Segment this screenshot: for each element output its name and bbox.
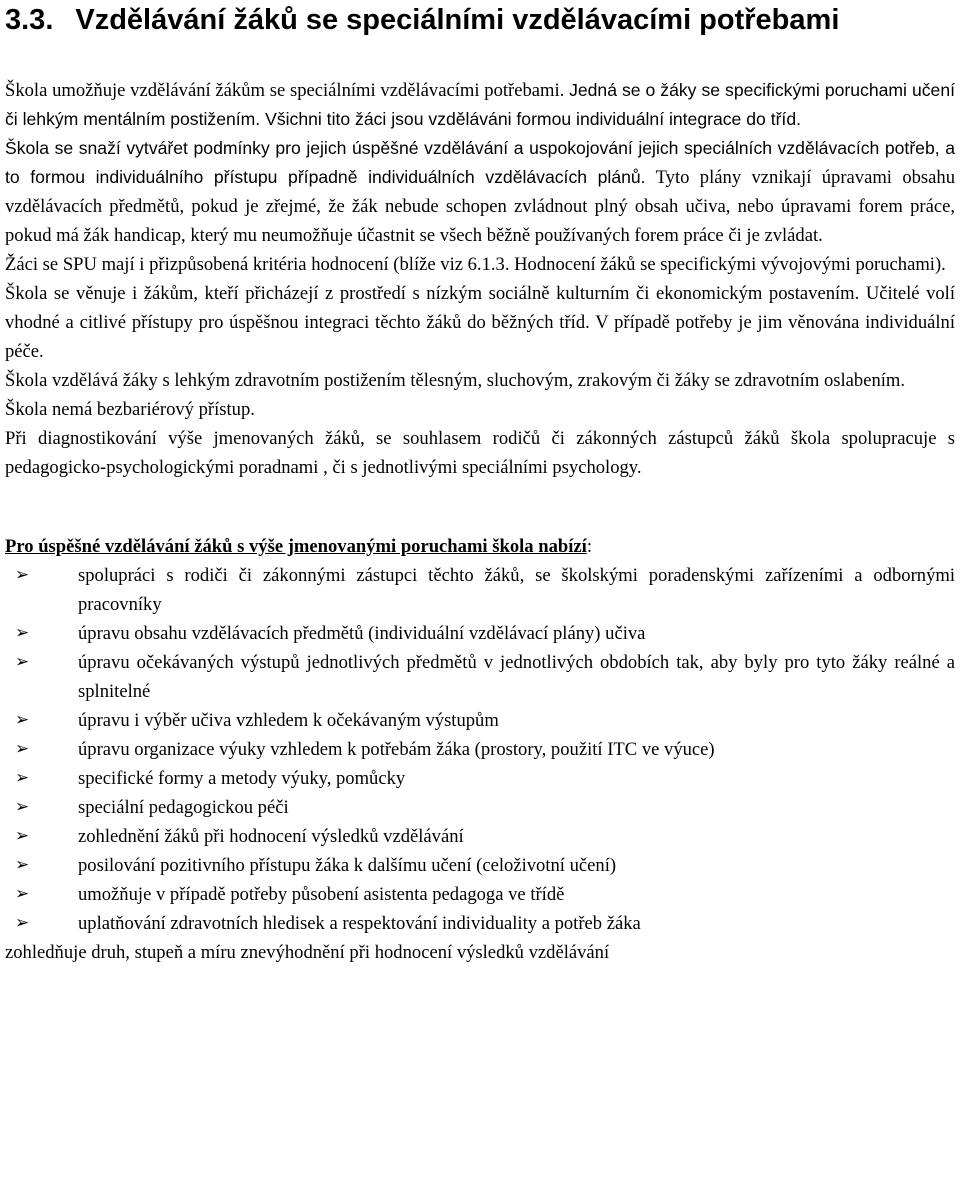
list-item bbox=[5, 648, 955, 706]
list-item-text: zohlednění žáků při hodnocení výsledků vzdělávání bbox=[78, 826, 464, 847]
list-item bbox=[5, 793, 955, 822]
paragraph-p4: Tyto plány vznikají úpravami obsahu vzdělávacích předmětů, pokud je zřejmé, že žák nebude schopen zvládnout plný obsah učiva, nebo úpravami forem práce, pokud má žák handicap, který mu neumožňuje účastnit se všech běžně používaných forem práce či je zvládat. bbox=[5, 167, 956, 246]
list-item-text: úpravu organizace výuky vzhledem k potřebám žáka (prostory, použití ITC ve výuce) bbox=[78, 739, 715, 760]
paragraph-p3: Škola se snaží vytvářet podmínky pro jejich úspěšné vzdělávání a uspokojování jejich speciálních vzdělávacích potřeb, a to formou individuálního přístupu případně individuálních vzdělávacích plánů. bbox=[5, 138, 955, 187]
arrowhead-bullet-icon: ➢ bbox=[15, 768, 30, 788]
list-item-text: uplatňování zdravotních hledisek a respektování individuality a potřeb žáka bbox=[78, 913, 641, 934]
list-item-text: posilování pozitivního přístupu žáka k dalšímu učení (celoživotní učení) bbox=[78, 855, 617, 876]
list-item bbox=[5, 822, 955, 851]
paragraph-p6: Škola se věnuje i žákům, kteří přicházejí z prostředí s nízkým sociálně kulturním či ekonomickým postavením. Učitelé volí vhodné a citlivé přístupy pro úspěšnou integraci těchto žáků do běžných tříd. V případě potřeby je jim věnována individuální péče. bbox=[5, 283, 955, 362]
list-item bbox=[5, 735, 955, 764]
list-item-text: úpravu obsahu vzdělávacích předmětů (individuální vzdělávací plány) učiva bbox=[78, 623, 646, 644]
list-item-text: spolupráci s rodiči či zákonnými zástupci těchto žáků, se školskými poradenskými zařízeními a odbornými pracovníky bbox=[78, 565, 955, 615]
body-text bbox=[5, 76, 955, 482]
list-item-text: speciální pedagogickou péči bbox=[78, 797, 289, 818]
arrowhead-bullet-icon: ➢ bbox=[15, 623, 30, 643]
paragraph-conditions bbox=[5, 134, 955, 250]
list-item bbox=[5, 851, 955, 880]
list-item-text: úpravu očekávaných výstupů jednotlivých předmětů v jednotlivých obdobích tak, aby byly pro tyto žáky reálné a splnitelné bbox=[78, 652, 955, 702]
list-item-text: umožňuje v případě potřeby působení asistenta pedagoga ve třídě bbox=[78, 884, 565, 905]
offer-list bbox=[5, 561, 955, 938]
arrowhead-bullet-icon: ➢ bbox=[15, 710, 30, 730]
arrowhead-bullet-icon: ➢ bbox=[15, 739, 30, 759]
section-number: 3.3. bbox=[5, 4, 54, 36]
arrowhead-bullet-icon: ➢ bbox=[15, 797, 30, 817]
offer-heading-suffix: : bbox=[586, 536, 592, 557]
arrowhead-bullet-icon: ➢ bbox=[15, 884, 30, 904]
offer-heading-text: Pro úspěšné vzdělávání žáků s výše jmenovanými poruchami škola nabízí bbox=[5, 536, 587, 557]
list-item bbox=[5, 880, 955, 909]
list-item bbox=[5, 764, 955, 793]
paragraph-p1: Škola umožňuje vzdělávání žákům se speciálními vzdělávacími potřebami. bbox=[5, 80, 565, 101]
section-heading bbox=[5, 0, 955, 40]
list-item-text: úpravu i výběr učiva vzhledem k očekávaným výstupům bbox=[78, 710, 499, 731]
paragraph-intro bbox=[5, 76, 955, 134]
offer-closing-line: zohledňuje druh, stupeň a míru znevýhodnění při hodnocení výsledků vzdělávání bbox=[5, 942, 610, 963]
paragraph-p9: Při diagnostikování výše jmenovaných žáků, se souhlasem rodičů či zákonných zástupců žáků škola spolupracuje s pedagogicko-psychologickými poradnami , či s jednotlivými speciálními psychology. bbox=[5, 428, 955, 478]
paragraph-p2: Jedná se o žáky se specifickými poruchami učení či lehkým mentálním postižením. Všichni tito žáci jsou vzděláváni formou individuální integrace do tříd. bbox=[5, 80, 955, 129]
arrowhead-bullet-icon: ➢ bbox=[15, 652, 30, 672]
paragraph-p5: Žáci se SPU mají i přizpůsobená kritéria hodnocení (blíže viz 6.1.3. Hodnocení žáků se specifickými vývojovými poruchami). bbox=[5, 254, 946, 275]
arrowhead-bullet-icon: ➢ bbox=[15, 565, 30, 585]
list-item bbox=[5, 619, 955, 648]
arrowhead-bullet-icon: ➢ bbox=[15, 826, 30, 846]
paragraph-p7: Škola vzdělává žáky s lehkým zdravotním postižením tělesným, sluchovým, zrakovým či žáky se zdravotním oslabením. bbox=[5, 370, 906, 391]
arrowhead-bullet-icon: ➢ bbox=[15, 913, 30, 933]
list-item-text: specifické formy a metody výuky, pomůcky bbox=[78, 768, 406, 789]
offer-heading bbox=[5, 532, 955, 561]
list-item bbox=[5, 909, 955, 938]
list-item bbox=[5, 706, 955, 735]
section-title: Vzdělávání žáků se speciálními vzdělávacími potřebami bbox=[75, 4, 840, 36]
paragraph-p8: Škola nemá bezbariérový přístup. bbox=[5, 399, 255, 420]
list-item bbox=[5, 561, 955, 619]
arrowhead-bullet-icon: ➢ bbox=[15, 855, 30, 875]
